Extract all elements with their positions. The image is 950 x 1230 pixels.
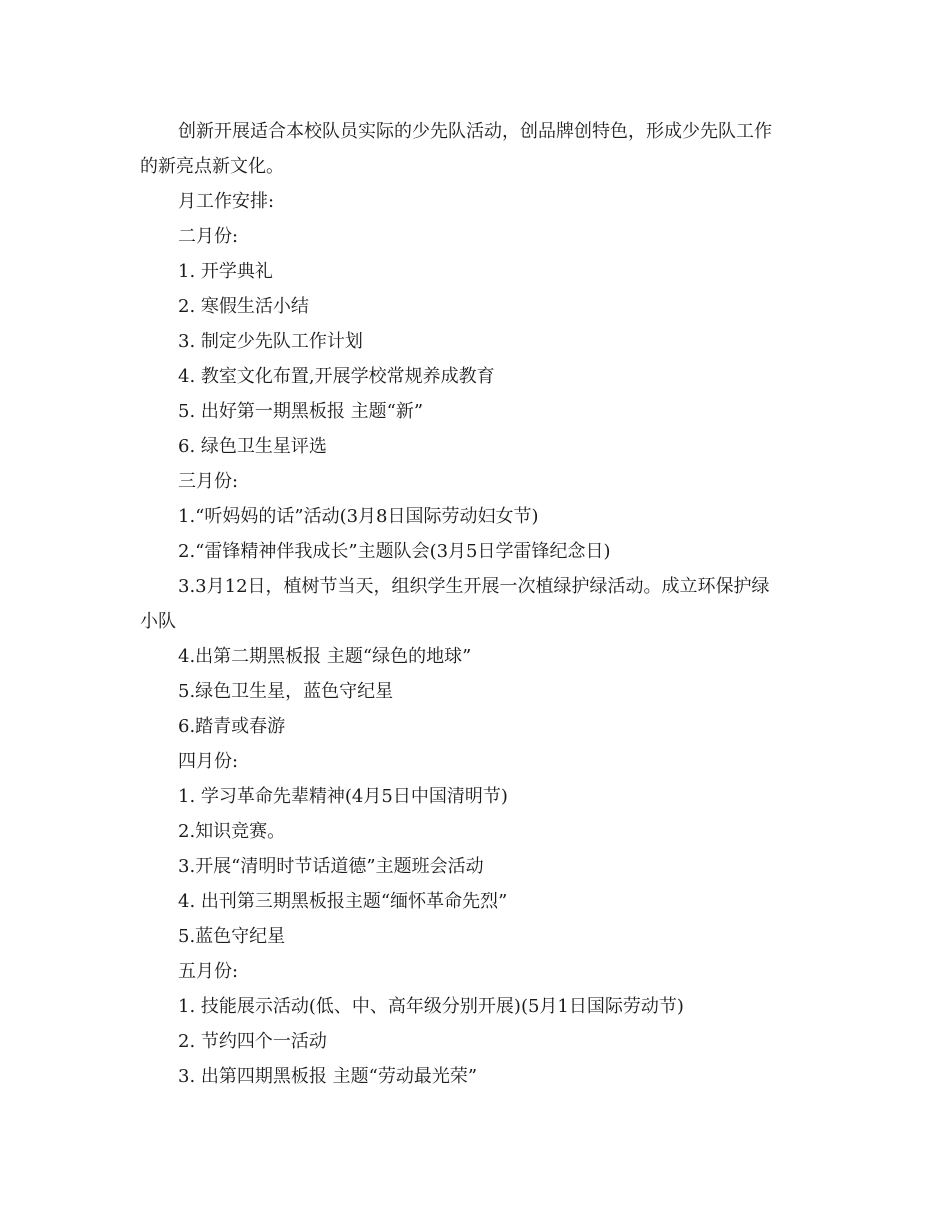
list-item: 3. 制定少先队工作计划 <box>178 331 363 352</box>
list-item: 3.3月12日，植树节当天，组织学生开展一次植绿护绿活动。成立环保护绿 <box>178 576 770 597</box>
list-item: 6.踏青或春游 <box>178 716 286 737</box>
month-heading-may: 五月份: <box>178 961 239 982</box>
paragraph-intro-continued: 的新亮点新文化。 <box>140 156 284 177</box>
month-heading-march: 三月份: <box>178 471 239 492</box>
month-heading-february: 二月份: <box>178 226 239 247</box>
list-item: 1.“听妈妈的话”活动(3月8日国际劳动妇女节) <box>178 506 539 527</box>
list-item-continued: 小队 <box>140 611 176 632</box>
list-item: 5.绿色卫生星，蓝色守纪星 <box>178 681 394 702</box>
list-item: 1. 开学典礼 <box>178 261 273 282</box>
list-item: 4. 教室文化布置,开展学校常规养成教育 <box>178 366 495 387</box>
list-item: 3.开展“清明时节话道德”主题班会活动 <box>178 856 484 877</box>
list-item: 2. 寒假生活小结 <box>178 296 309 317</box>
list-item: 1. 技能展示活动(低、中、高年级分别开展)(5月1日国际劳动节) <box>178 996 684 1017</box>
month-heading-april: 四月份: <box>178 751 239 772</box>
paragraph-intro: 创新开展适合本校队员实际的少先队活动，创品牌创特色，形成少先队工作 <box>178 121 772 142</box>
section-heading-monthly-plan: 月工作安排: <box>178 191 275 212</box>
list-item: 1. 学习革命先辈精神(4月5日中国清明节) <box>178 786 508 807</box>
list-item: 2.“雷锋精神伴我成长”主题队会(3月5日学雷锋纪念日) <box>178 541 611 562</box>
list-item: 2.知识竞赛。 <box>178 821 286 842</box>
list-item: 5. 出好第一期黑板报 主题“新” <box>178 401 424 422</box>
list-item: 4. 出刊第三期黑板报主题“缅怀革命先烈” <box>178 891 508 912</box>
list-item: 6. 绿色卫生星评选 <box>178 436 327 457</box>
list-item: 4.出第二期黑板报 主题“绿色的地球” <box>178 646 472 667</box>
list-item: 2. 节约四个一活动 <box>178 1031 327 1052</box>
list-item: 3. 出第四期黑板报 主题“劳动最光荣” <box>178 1066 478 1087</box>
list-item: 5.蓝色守纪星 <box>178 926 286 947</box>
